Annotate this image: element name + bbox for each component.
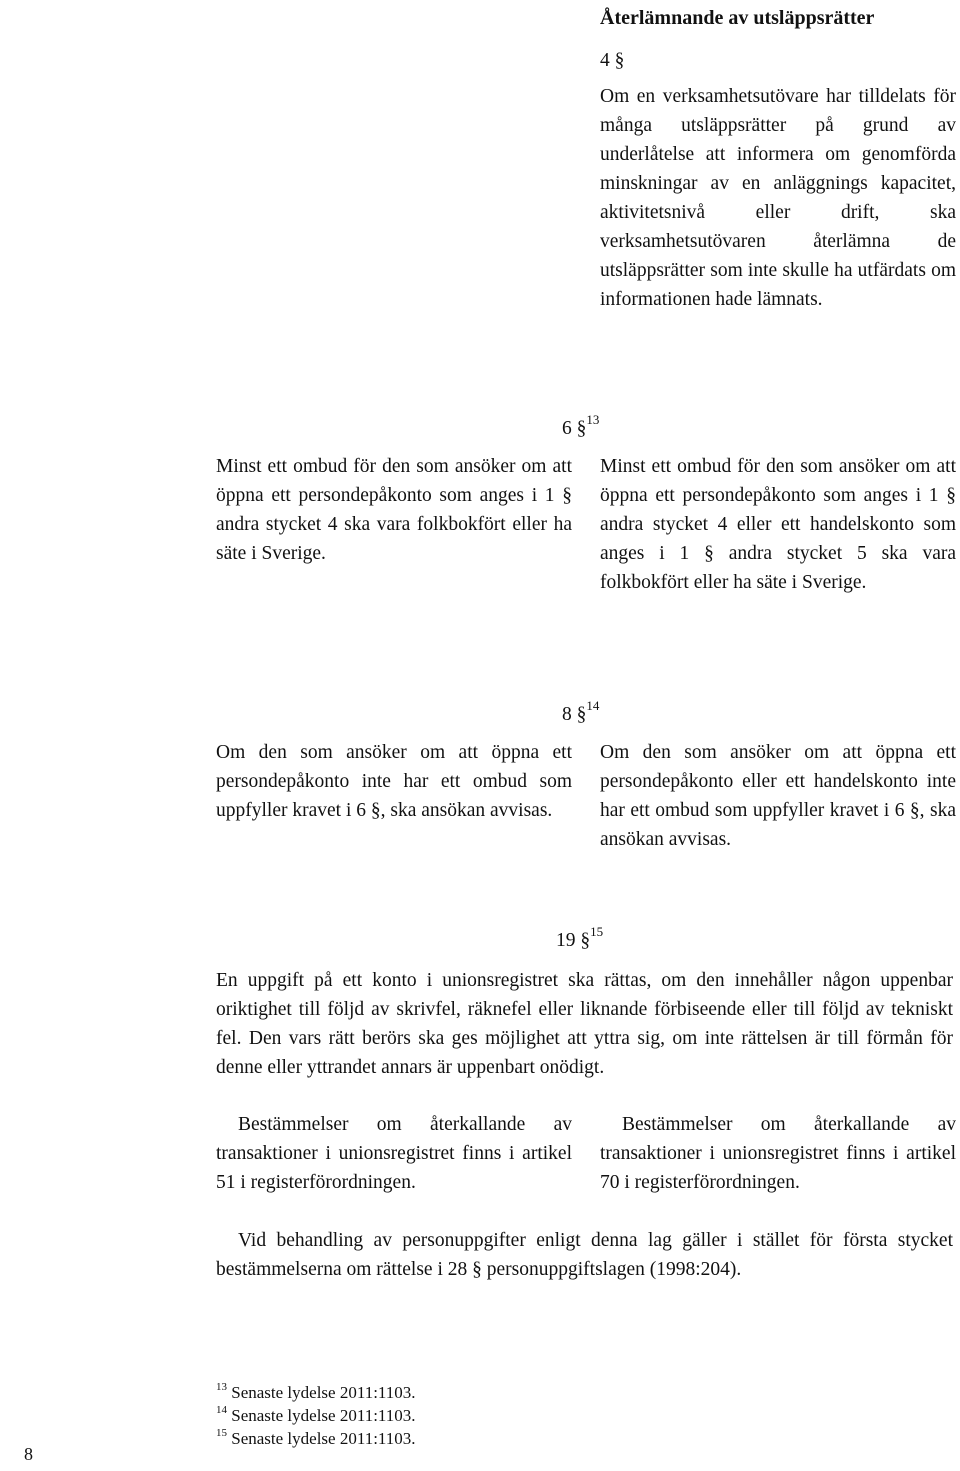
footnote-ref-13: 13 [586,412,600,427]
section-8-proposed-text: Om den som ansöker om att öppna ett persondepåkonto eller ett handelskonto inte har ett ombud som uppfyller kravet i 6 §, ska ansökan avvisas. [600,742,956,850]
footnote-15: $^{15}$ Senaste lydelse 2011:1103. [216,1427,416,1448]
section-19-proposed-text: Bestämmelser om återkallande av transaktioner i unionsregistret finns i artikel 70 i registerförordningen. [600,1114,956,1193]
section-6-current-text: Minst ett ombud för den som ansöker om att öppna ett persondepåkonto som anges i 1 § andra stycket 4 ska vara folkbokfört eller ha säte i Sverige. [216,456,572,564]
section-8-label: 8 §$^{14}$ [562,698,600,725]
section-6-proposed-text: Minst ett ombud för den som ansöker om att öppna ett persondepåkonto som anges i 1 § andra stycket 4 eller ett handelskonto som anges i 1 § andra stycket 5 ska vara folkbokfört eller ha säte i Sverige. [600,456,956,593]
footnote-ref-15: 15 [590,924,604,939]
section-4-label: 4 § [600,50,625,71]
section-4-text: Om en verksamhetsutövare har tilldelats för många utsläppsrätter på grund av underlåtelse att informera om genomförda minskningar av en anläggnings kapacitet, aktivitetsnivå eller drift, ska verksamhetsutövaren återlämna de utsläppsrätter som inte skulle ha utfärdats om informationen hade lämnats. [600,86,956,310]
footnote-ref-14: 14 [586,698,600,713]
section-8-current-text: Om den som ansöker om att öppna ett persondepåkonto inte har ett ombud som uppfyller kravet i 6 §, ska ansökan avvisas. [216,742,572,821]
footnote-14: $^{14}$ Senaste lydelse 2011:1103. [216,1404,416,1425]
section-19-paragraph-1: En uppgift på ett konto i unionsregistret ska rättas, om den innehåller någon uppenbar oriktighet till följd av skrivfel, räknefel eller liknande förbiseende eller till följd av tekniskt fel. Den vars rätt berörs ska ges möjlighet att yttra sig, om inte rättelsen är till förmån för denne eller yttrandet annars är uppenbart onödigt. [216,970,953,1078]
section-heading: Återlämnande av utsläppsrätter [600,7,875,29]
footnote-13: $^{13}$ Senaste lydelse 2011:1103. [216,1381,416,1402]
section-19-paragraph-3: Vid behandling av personuppgifter enligt denna lag gäller i stället för första stycket bestämmelserna om rättelse i 28 § personuppgiftslagen (1998:204). [216,1230,953,1280]
page-number: 8 [24,1444,33,1464]
section-19-current-text: Bestämmelser om återkallande av transaktioner i unionsregistret finns i artikel 51 i registerförordningen. [216,1114,572,1193]
section-6-label: 6 §$^{13}$ [562,412,600,439]
section-19-label: 19 §$^{15}$ [556,924,604,951]
